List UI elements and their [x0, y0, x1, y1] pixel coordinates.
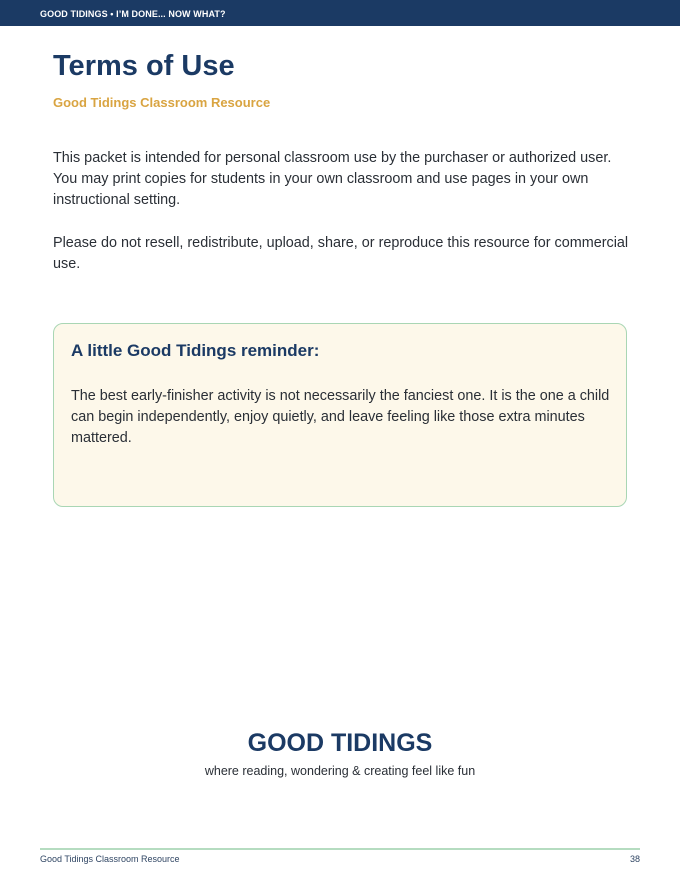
page-subtitle: Good Tidings Classroom Resource: [53, 95, 271, 110]
brand-name: GOOD TIDINGS: [247, 729, 433, 757]
header-banner: [0, 0, 680, 26]
brand-tagline: where reading, wondering & creating feel like fun: [204, 764, 476, 778]
reminder-heading: A little Good Tidings reminder:: [71, 341, 320, 360]
footer-resource-label: Good Tidings Classroom Resource: [40, 854, 180, 864]
terms-paragraph-1: This packet is intended for personal classroom use by the purchaser or authorized user. You may print copies for students in your own classroom and use pages in your own instructional setting.: [53, 150, 612, 208]
reminder-text: The best early-finisher activity is not necessarily the fanciest one. It is the one a child can begin independently, enjoy quietly, and leave feeling like those extra minutes mattered.: [71, 388, 610, 446]
footer-divider: [40, 848, 640, 850]
header-banner-text: GOOD TIDINGS • I’M DONE... NOW WHAT?: [40, 9, 226, 19]
footer-page-number: 38: [629, 854, 640, 864]
reminder-callout: [53, 323, 627, 507]
page-title: Terms of Use: [53, 50, 235, 82]
terms-paragraph-2: Please do not resell, redistribute, upload, share, or reproduce this resource for commercial use.: [53, 235, 629, 272]
